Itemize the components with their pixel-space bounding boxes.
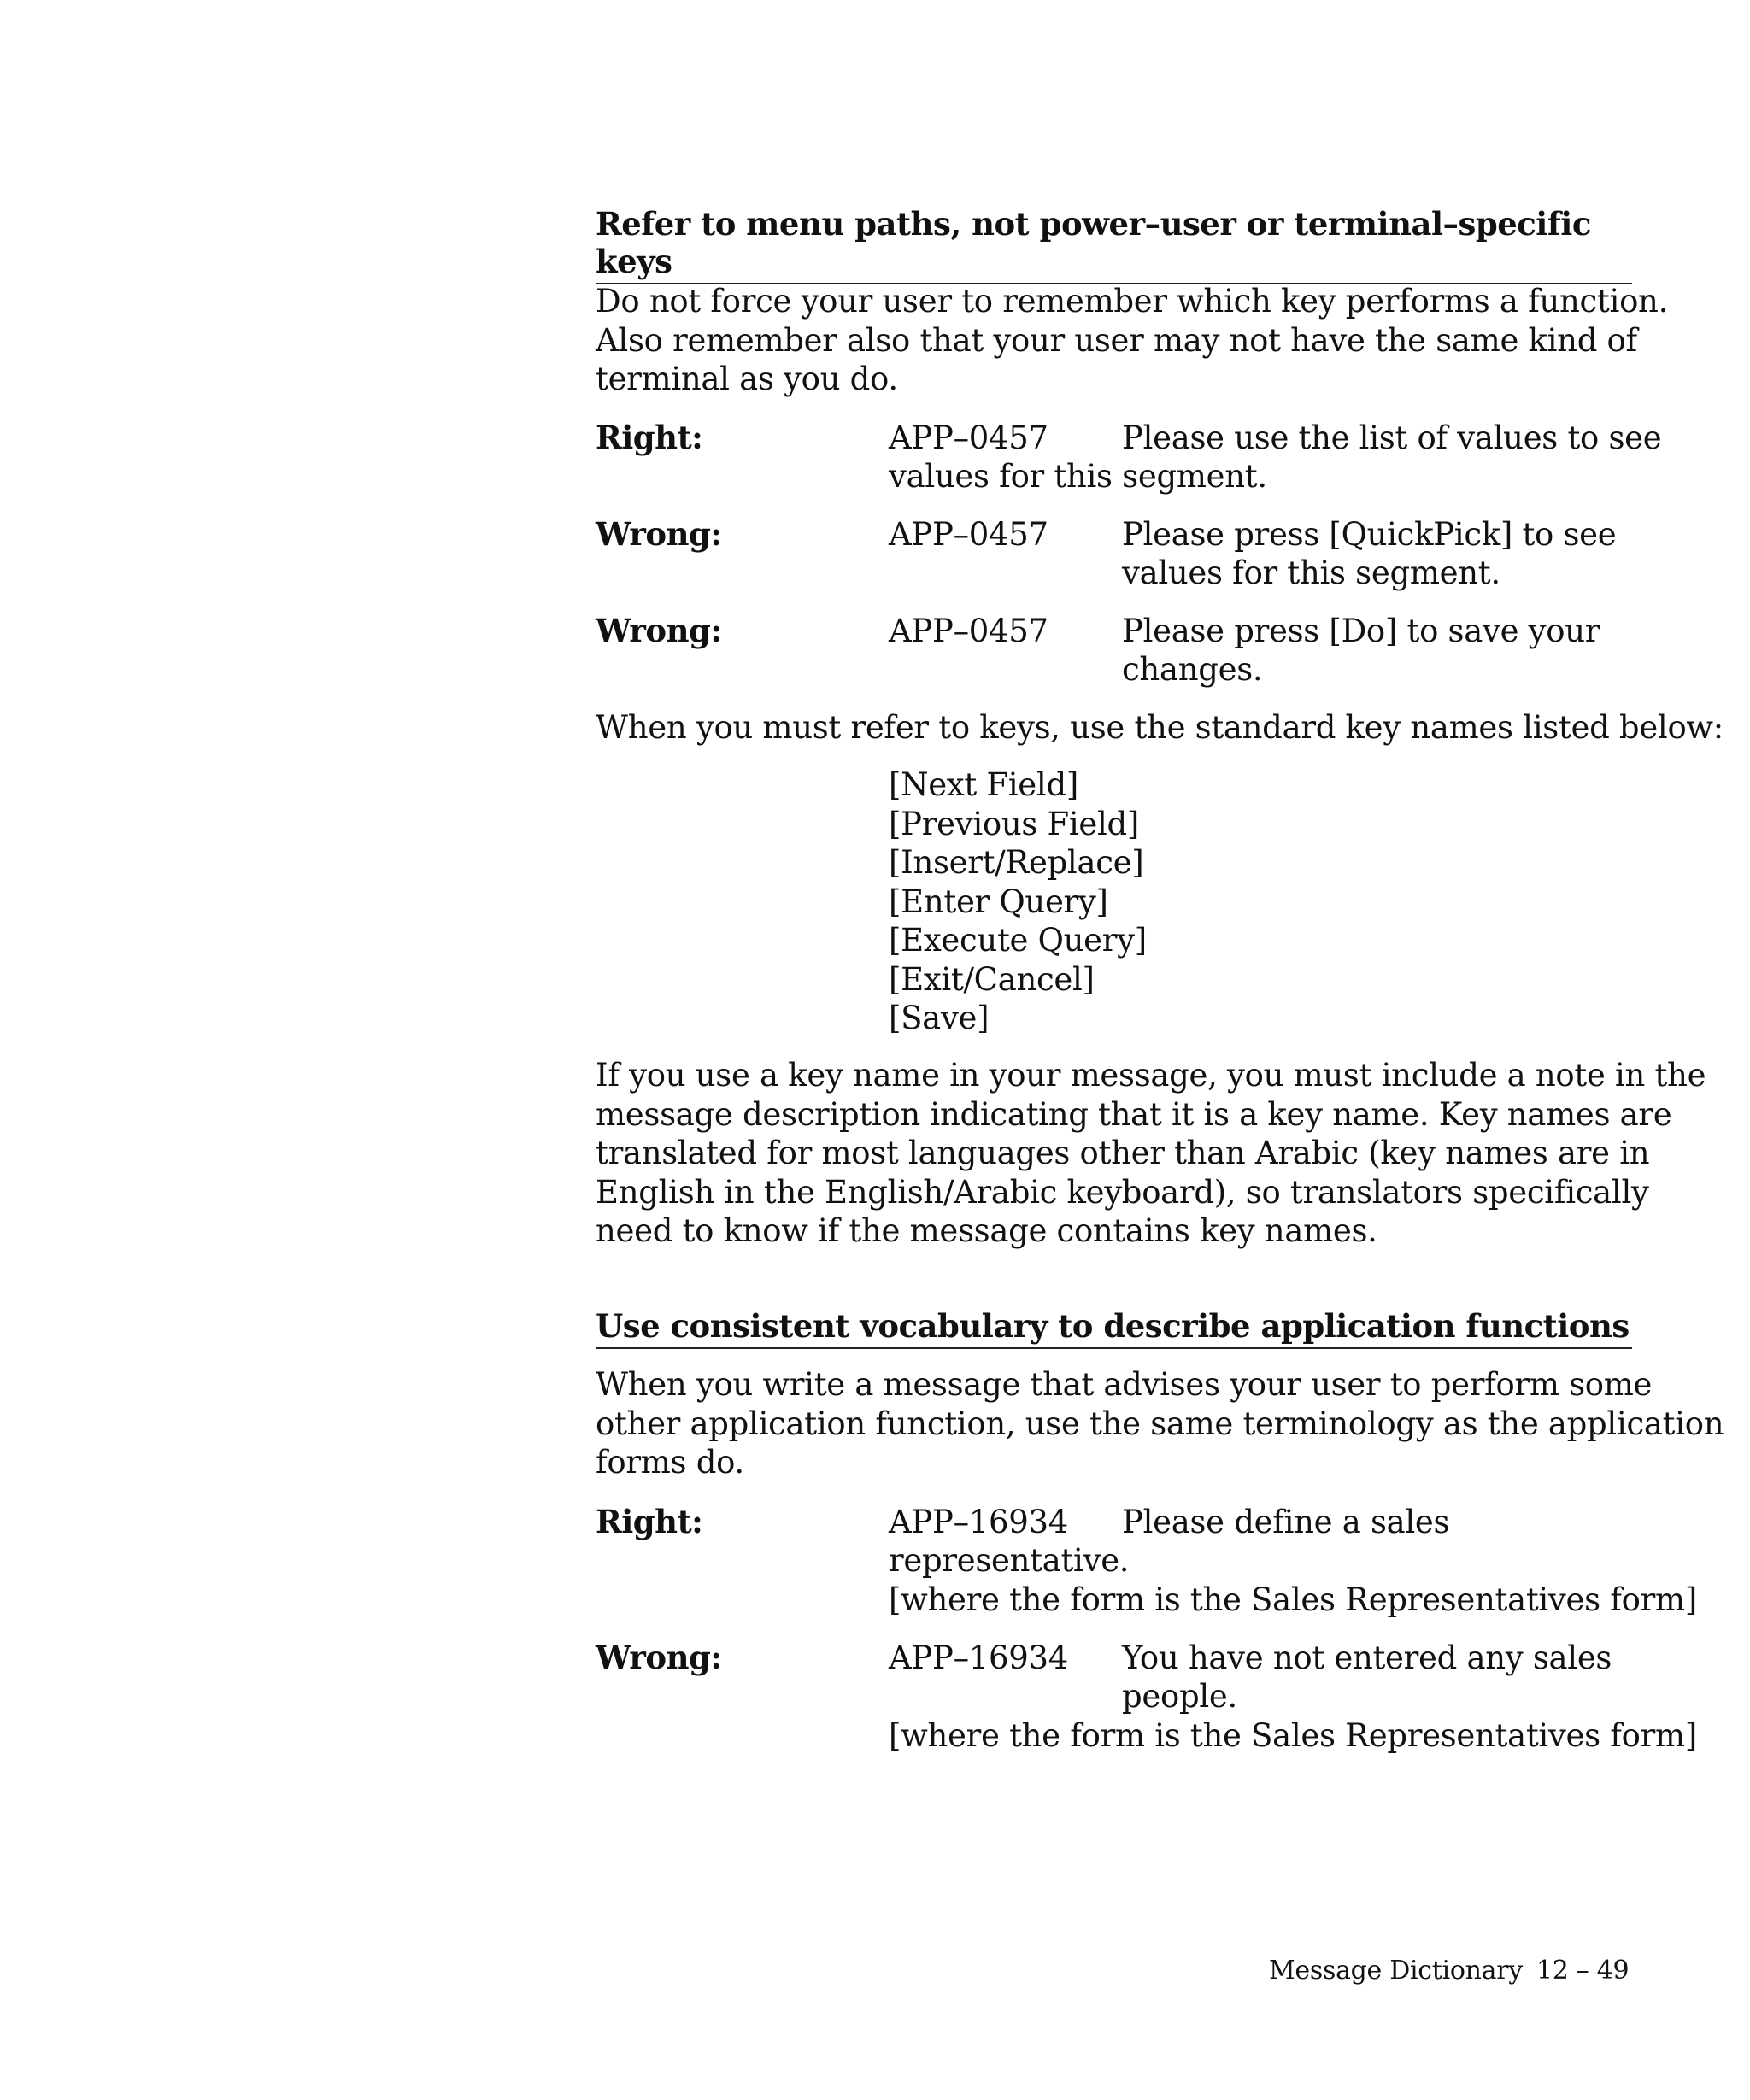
example-label-wrong: Wrong:: [596, 612, 722, 649]
example-label-wrong: Wrong:: [596, 515, 722, 553]
paragraph-line: If you use a key name in your message, you must include a note in the: [596, 1057, 1706, 1094]
key-name-item: [Save]: [889, 1000, 990, 1036]
example-message-continuation: changes.: [1122, 651, 1263, 688]
footer-page-number: 12 – 49: [1536, 1956, 1630, 1986]
paragraph-line: Do not force your user to remember which key performs a function.: [596, 283, 1669, 320]
key-name-item: [Exit/Cancel]: [889, 960, 1095, 998]
example-message-text: You have not entered any sales: [1122, 1640, 1612, 1676]
example-message-code: APP–0457: [889, 613, 1048, 649]
example-label-right: Right:: [596, 419, 703, 456]
keys-intro-paragraph: [596, 708, 1724, 748]
paragraph-line: When you must refer to keys, use the standard key names listed below:: [596, 709, 1724, 746]
example-label-wrong: Wrong:: [596, 1639, 722, 1676]
example-message-continuation: values for this segment.: [1122, 554, 1500, 591]
paragraph-line: message description indicating that it is a key name. Key names are: [596, 1095, 1672, 1133]
key-names-list: [889, 766, 1147, 1038]
section2-intro-paragraph: [596, 1365, 1724, 1482]
example-message-text: Please define a sales: [1122, 1504, 1450, 1540]
paragraph-line: When you write a message that advises your user to perform some: [596, 1366, 1653, 1403]
example-message-text: Please press [QuickPick] to see: [1122, 516, 1617, 553]
footer-title: Message Dictionary: [1269, 1956, 1523, 1986]
paragraph-line: terminal as you do.: [596, 361, 898, 397]
key-name-note-paragraph: [596, 1056, 1706, 1251]
section-heading-consistent-vocabulary: Use consistent vocabulary to describe application functions: [596, 1307, 1632, 1349]
key-name-item: [Insert/Replace]: [889, 844, 1144, 881]
example-label-right: Right:: [596, 1503, 703, 1540]
example-message-continuation: representative.: [889, 1542, 1130, 1579]
paragraph-line: translated for most languages other than Arabic (key names are in: [596, 1135, 1650, 1171]
paragraph-line: forms do.: [596, 1444, 744, 1481]
paragraph-line: other application function, use the same terminology as the application: [596, 1405, 1724, 1442]
key-name-item: [Next Field]: [889, 766, 1078, 803]
key-name-item: [Enter Query]: [889, 883, 1108, 920]
paragraph-line: English in the English/Arabic keyboard), so translators specifically: [596, 1173, 1649, 1211]
example-message-code: APP–16934: [889, 1504, 1069, 1540]
paragraph-line: Also remember also that your user may not have the same kind of: [596, 321, 1637, 359]
example-message-text: Please press [Do] to save your: [1122, 613, 1600, 649]
key-name-item: [Execute Query]: [889, 922, 1147, 959]
key-name-item: [Previous Field]: [889, 805, 1140, 842]
example-message-code: APP–0457: [889, 419, 1048, 456]
example-message-code: APP–16934: [889, 1640, 1069, 1676]
example-message-text: Please use the list of values to see: [1122, 419, 1662, 456]
example-message-code: APP–0457: [889, 516, 1048, 553]
example-form-note: [where the form is the Sales Representatives form]: [889, 1717, 1697, 1754]
example-message-continuation: people.: [1122, 1678, 1237, 1715]
section-heading-menu-paths: Refer to menu paths, not power–user or terminal–specific keys: [596, 205, 1632, 284]
example-message-continuation: values for this segment.: [889, 458, 1267, 495]
example-form-note: [where the form is the Sales Representatives form]: [889, 1581, 1697, 1618]
section1-intro-paragraph: [596, 282, 1669, 399]
paragraph-line: need to know if the message contains key names.: [596, 1212, 1377, 1249]
